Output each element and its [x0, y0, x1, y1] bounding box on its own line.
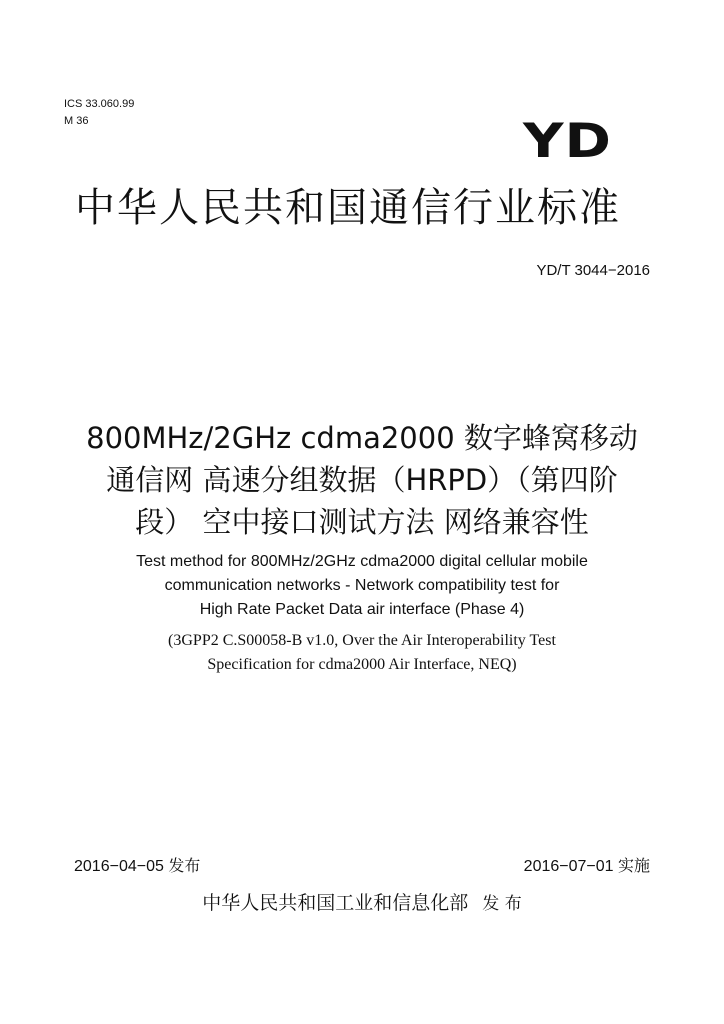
classification-code: M 36: [64, 115, 89, 127]
publisher-line: [30, 890, 694, 917]
implementation-date: 2016−07−01 实施: [523, 858, 650, 875]
equivalence-line-2: Specification for cdma2000 Air Interface, NEQ): [207, 656, 517, 673]
chinese-title-line-3: 段） 空中接口测试方法 网络兼容性: [135, 505, 589, 539]
english-title-line-1: Test method for 800MHz/2GHz cdma2000 digital cellular mobile: [136, 553, 588, 570]
org-title: 中华人民共和国通信行业标准: [75, 185, 621, 231]
english-title-line-3: High Rate Packet Data air interface (Phase 4): [199, 601, 525, 618]
equivalence-note: [30, 629, 694, 677]
chinese-title-line-1: 800MHz/2GHz cdma2000 数字蜂窝移动: [86, 421, 638, 455]
publisher-action: 发 布: [482, 894, 522, 914]
chinese-title: [30, 417, 694, 543]
english-title-line-2: communication networks - Network compatibility test for: [164, 577, 560, 594]
chinese-title-line-2: 通信网 高速分组数据（HRPD）（第四阶: [106, 463, 618, 497]
yd-logo: YD: [522, 113, 612, 169]
ics-code: ICS 33.060.99: [64, 98, 135, 110]
publisher-name: 中华人民共和国工业和信息化部: [202, 892, 469, 914]
english-title: [30, 550, 694, 622]
equivalence-line-1: (3GPP2 C.S00058-B v1.0, Over the Air Interoperability Test: [168, 632, 556, 649]
standard-number: YD/T 3044−2016: [536, 262, 650, 279]
issue-date: 2016−04−05 发布: [74, 858, 201, 875]
